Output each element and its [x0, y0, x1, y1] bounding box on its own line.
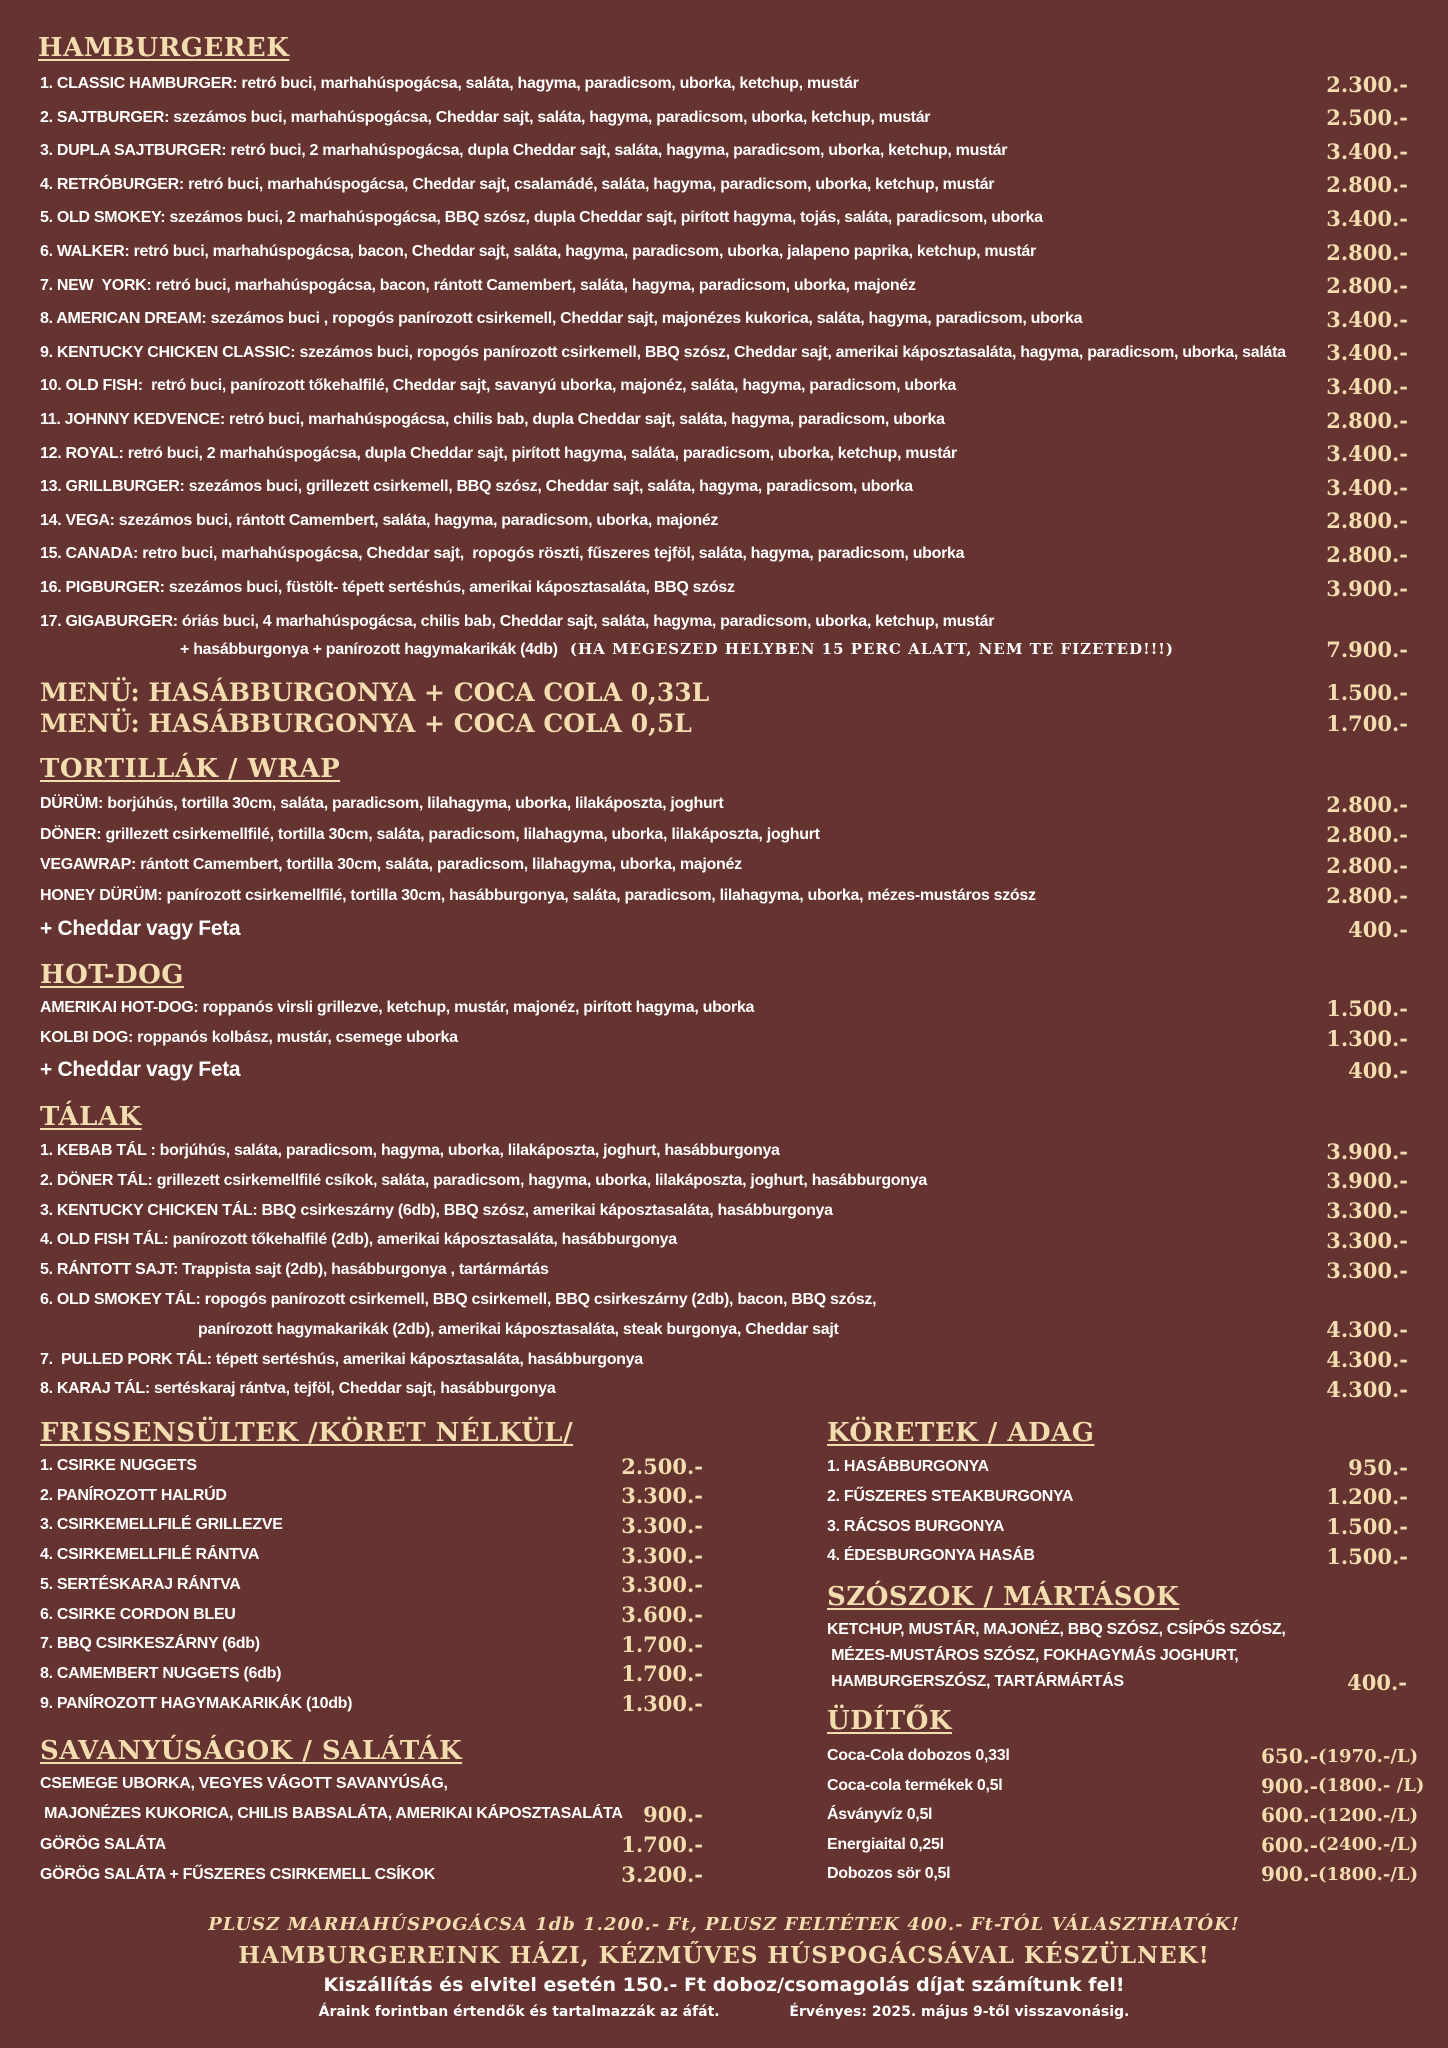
- hamburger-item-desc: 5. OLD SMOKEY: szezámos buci, 2 marhahúspogácsa, BBQ szósz, dupla Cheddar sajt, pirított hagyma, tojás, saláta, paradicsom, uborka: [40, 209, 1043, 227]
- hamburger-item-price: 3.400.-: [1326, 306, 1408, 332]
- tortilla-item-desc: DÜRÜM: borjúhús, tortilla 30cm, saláta, paradicsom, lilahagyma, uborka, lilakáposzta, joghurt: [40, 795, 724, 812]
- fried-item-row: [40, 1451, 703, 1481]
- tal-item-price: 3.900.-: [1326, 1138, 1408, 1164]
- hamburger-item-price: 2.800.-: [1326, 508, 1408, 534]
- tal-item-desc: 3. KENTUCKY CHICKEN TÁL: BBQ csirkeszárny (6db), BBQ szósz, amerikai káposztasaláta, hasábburgonya: [40, 1201, 833, 1219]
- tortilla-item-price: 2.800.-: [1326, 791, 1408, 817]
- hamburger-item-row: [40, 472, 1408, 502]
- tal-item-price: 4.300.-: [1326, 1317, 1408, 1343]
- hamburger-item-row: [40, 539, 1408, 569]
- section-title-hamburgerek: HAMBURGEREK: [38, 33, 290, 63]
- tal-item-price: 3.300.-: [1326, 1257, 1408, 1283]
- hamburger-item-desc: 3. DUPLA SAJTBURGER: retró buci, 2 marhahúspogácsa, dupla Cheddar sajt, saláta, hagyma, paradicsom, uborka, ketchup, mustár: [40, 142, 1008, 160]
- section-title-hotdog: HOT-DOG: [40, 960, 184, 990]
- tal-item-price: 4.300.-: [1326, 1376, 1408, 1402]
- hamburger-item-desc: 11. JOHNNY KEDVENCE: retró buci, marhahúspogácsa, chilis bab, dupla Cheddar sajt, saláta, hagyma, paradicsom, uborka: [40, 411, 945, 428]
- hamburger-item-price: 3.400.-: [1326, 373, 1408, 399]
- hamburger-item-price: 3.400.-: [1326, 205, 1408, 231]
- hamburger-item-desc: 6. WALKER: retró buci, marhahúspogácsa, bacon, Cheddar sajt, saláta, hagyma, paradicsom, uborka, jalapeno paprika, ketchup, mustár: [40, 243, 1036, 260]
- hamburger-item-row: [40, 203, 1408, 233]
- hamburger-item-desc: 1. CLASSIC HAMBURGER: retró buci, marhahúspogácsa, saláta, hagyma, paradicsom, uborka, ketchup, mustár: [40, 75, 859, 92]
- hamburger-item-desc: 12. ROYAL: retró buci, 2 marhahúspogácsa, dupla Cheddar sajt, pirított hagyma, saláta, paradicsom, uborka, ketchup, mustár: [40, 444, 957, 462]
- fried-item-price: 1.700.-: [621, 1661, 703, 1687]
- tal-item-row: [40, 1225, 1408, 1255]
- section-title-szoszok: SZÓSZOK / MÁRTÁSOK: [827, 1582, 1180, 1612]
- side-item-price: 950.-: [1348, 1454, 1408, 1480]
- hamburger-item-row: [40, 69, 1408, 99]
- drink-item-row: [827, 1859, 1419, 1889]
- fried-item-row: [40, 1600, 703, 1630]
- drink-item-desc: Ásványvíz 0,5l: [827, 1806, 933, 1823]
- hamburger-item-row: [40, 405, 1408, 435]
- fried-item-price: 3.300.-: [621, 1542, 703, 1568]
- tal-item-desc: 5. RÁNTOTT SAJT: Trappista sajt (2db), hasábburgonya , tartármártás: [40, 1261, 549, 1279]
- fried-item-desc: 3. CSIRKEMELLFILÉ GRILLEZVE: [40, 1516, 283, 1534]
- fried-item-row: [40, 1540, 703, 1570]
- sauce-line-1-text: KETCHUP, MUSTÁR, MAJONÉZ, BBQ SZÓSZ, CSÍPŐS SZÓSZ,: [827, 1621, 1286, 1638]
- hamburger-item-desc: 4. RETRÓBURGER: retró buci, marhahúspogácsa, Cheddar sajt, csalamádé, saláta, hagyma, paradicsom, uborka, ketchup, mustár: [40, 175, 995, 193]
- hamburger-item-price: 2.800.-: [1326, 273, 1408, 299]
- footer-homemade-note: HAMBURGEREINK HÁZI, KÉZMŰVES HÚSPOGÁCSÁVAL KÉSZÜLNEK!: [238, 1942, 1210, 1969]
- hotdog-item-price: 1.500.-: [1326, 995, 1408, 1021]
- hamburger-item-price: 2.500.-: [1326, 105, 1408, 131]
- salad-item-row: [40, 1860, 703, 1890]
- fried-item-row: [40, 1659, 703, 1689]
- hamburger-item-price: 3.900.-: [1326, 575, 1408, 601]
- tal-item-price: 3.900.-: [1326, 1168, 1408, 1194]
- drink-item-row: [827, 1741, 1419, 1771]
- side-item-row: [827, 1482, 1408, 1512]
- drink-item-unit-price: (1970.-/L): [1318, 1745, 1419, 1767]
- salad-item-row: [40, 1769, 703, 1799]
- fried-item-desc: 6. CSIRKE CORDON BLEU: [40, 1605, 236, 1623]
- tal-item-row: [40, 1285, 1408, 1315]
- hamburger-item-price: 2.800.-: [1326, 172, 1408, 198]
- tortilla-item-price: 2.800.-: [1326, 852, 1408, 878]
- menu-item-row: [40, 707, 1408, 739]
- sauce-line-2: [827, 1643, 1407, 1669]
- side-item-desc: 2. FŰSZERES STEAKBURGONYA: [827, 1487, 1074, 1505]
- drink-item-desc: Coca-Cola dobozos 0,33l: [827, 1747, 1010, 1764]
- tortilla-extra-row: [40, 914, 1408, 944]
- hamburger-item-price: 2.800.-: [1326, 239, 1408, 265]
- hotdog-item-desc: KOLBI DOG: roppanós kolbász, mustár, csemege uborka: [40, 1029, 458, 1046]
- section-title-uditok: ÜDÍTŐK: [827, 1706, 952, 1736]
- tal-item-desc: 8. KARAJ TÁL: sertéskaraj rántva, tejföl, Cheddar sajt, hasábburgonya: [40, 1380, 556, 1398]
- hamburger-item-desc: 13. GRILLBURGER: szezámos buci, grillezett csirkemell, BBQ szósz, Cheddar sajt, saláta, hagyma, paradicsom, uborka: [40, 478, 913, 496]
- menu-item-price: 1.500.-: [1326, 679, 1408, 705]
- drink-item-desc: Energiaital 0,25l: [827, 1835, 944, 1853]
- menu-item-desc: MENÜ: HASÁBBURGONYA + COCA COLA 0,5L: [40, 708, 692, 738]
- tal-item-price: 3.300.-: [1326, 1227, 1408, 1253]
- side-item-row: [827, 1452, 1408, 1482]
- tortilla-item-desc: VEGAWRAP: rántott Camembert, tortilla 30cm, saláta, paradicsom, lilahagyma, uborka, majonéz: [40, 856, 742, 873]
- hamburger-item-desc: 2. SAJTBURGER: szezámos buci, marhahúspogácsa, Cheddar sajt, saláta, hagyma, paradicsom, uborka, ketchup, mustár: [40, 108, 931, 126]
- side-item-price: 1.200.-: [1326, 1484, 1408, 1510]
- hamburger-item-price: 2.800.-: [1326, 541, 1408, 567]
- fried-item-desc: 7. BBQ CSIRKESZÁRNY (6db): [40, 1635, 260, 1653]
- hamburger-item-desc: 10. OLD FISH: retró buci, panírozott tőkehalfilé, Cheddar sajt, savanyú uborka, majonéz, saláta, hagyma, paradicsom, uborka: [40, 377, 956, 395]
- tal-item-row: [40, 1255, 1408, 1285]
- hamburger-item-row: [40, 607, 1408, 637]
- hamburger-item-price: 2.300.-: [1326, 71, 1408, 97]
- tal-item-desc: 2. DÖNER TÁL: grillezett csirkemellfilé csíkok, saláta, paradicsom, hagyma, uborka, lilakáposzta, joghurt, hasábburgonya: [40, 1171, 927, 1189]
- fried-item-price: 3.300.-: [621, 1512, 703, 1538]
- drink-item-price: 900.-: [1260, 1862, 1318, 1886]
- giga-extra-text: + hasábburgonya + panírozott hagymakarikák (4db): [180, 640, 558, 658]
- hotdog-item-desc: AMERIKAI HOT-DOG: roppanós virsli grillezve, ketchup, mustár, majonéz, pirított hagyma, uborka: [40, 999, 755, 1016]
- hamburger-item-row: [40, 338, 1408, 368]
- hamburger-item-desc: 16. PIGBURGER: szezámos buci, füstölt- tépett sertéshús, amerikai káposztasaláta, BBQ szósz: [40, 579, 735, 596]
- fried-item-price: 1.300.-: [621, 1691, 703, 1717]
- hamburger-item-row: [40, 103, 1408, 133]
- menu-item-desc: MENÜ: HASÁBBURGONYA + COCA COLA 0,33L: [40, 677, 710, 707]
- fried-item-price: 1.700.-: [621, 1631, 703, 1657]
- salad-item-desc: MAJONÉZES KUKORICA, CHILIS BABSALÁTA, AMERIKAI KÁPOSZTASALÁTA: [40, 1805, 623, 1823]
- hamburger-item-desc: 7. NEW YORK: retró buci, marhahúspogácsa, bacon, rántott Camembert, saláta, hagyma, paradicsom, uborka, majonéz: [40, 276, 916, 294]
- drink-item-desc: Coca-cola termékek 0,5l: [827, 1776, 1003, 1794]
- tal-item-price: 3.300.-: [1326, 1198, 1408, 1224]
- drink-item-row: [827, 1800, 1419, 1830]
- tortilla-item-row: [40, 881, 1408, 911]
- salad-item-price: 1.700.-: [621, 1832, 703, 1858]
- fried-item-price: 3.300.-: [621, 1572, 703, 1598]
- hamburger-item-price: 3.400.-: [1326, 441, 1408, 467]
- hamburger-item-price: 2.800.-: [1326, 407, 1408, 433]
- menu-item-row: [40, 676, 1408, 708]
- sauce-line-3-text: HAMBURGERSZÓSZ, TARTÁRMÁRTÁS: [827, 1673, 1124, 1690]
- sauce-line-2-text: MÉZES-MUSTÁROS SZÓSZ, FOKHAGYMÁS JOGHURT,: [827, 1647, 1239, 1664]
- footer-validity-note: Érvényes: 2025. május 9-től visszavonásig.: [789, 2004, 1130, 2020]
- hotdog-item-price: 1.300.-: [1326, 1025, 1408, 1051]
- drink-item-row: [827, 1830, 1419, 1860]
- giga-extra-row: [180, 634, 1408, 664]
- side-item-desc: 1. HASÁBBURGONYA: [827, 1458, 989, 1475]
- hamburger-item-row: [40, 271, 1408, 301]
- side-item-price: 1.500.-: [1326, 1514, 1408, 1540]
- salad-item-desc: GÖRÖG SALÁTA: [40, 1835, 166, 1853]
- salad-item-row: [40, 1799, 703, 1829]
- fried-item-desc: 2. PANÍROZOTT HALRÚD: [40, 1486, 227, 1504]
- hamburger-item-desc: 14. VEGA: szezámos buci, rántott Camembert, saláta, hagyma, paradicsom, uborka, majonéz: [40, 511, 719, 529]
- side-item-desc: 4. ÉDESBURGONYA HASÁB: [827, 1547, 1035, 1565]
- hamburger-item-row: [40, 506, 1408, 536]
- hamburger-item-desc: 8. AMERICAN DREAM: szezámos buci , ropogós panírozott csirkemell, Cheddar sajt, majonézes kukorica, saláta, hagyma, paradicsom, uborka: [40, 310, 1083, 328]
- tal-item-row: [40, 1374, 1408, 1404]
- tortilla-item-price: 2.800.-: [1326, 822, 1408, 847]
- footer-extras-note: PLUSZ MARHAHÚSPOGÁCSA 1db 1.200.- Ft, PLUSZ FELTÉTEK 400.- Ft-TÓL VÁLASZTHATÓK!: [208, 1914, 1240, 1935]
- hotdog-extra-price: 400.-: [1348, 1057, 1408, 1083]
- salad-item-price: 900.-: [643, 1801, 703, 1827]
- salad-item-row: [40, 1830, 703, 1860]
- tortilla-extra-price: 400.-: [1348, 916, 1408, 942]
- sauce-line-3: [827, 1669, 1407, 1695]
- tal-item-desc: 7. PULLED PORK TÁL: tépett sertéshús, amerikai káposztasaláta, hasábburgonya: [40, 1350, 643, 1368]
- sauce-line-1: [827, 1617, 1407, 1643]
- section-title-frissensultek: FRISSENSÜLTEK /KÖRET NÉLKÜL/: [40, 1418, 574, 1448]
- fried-item-price: 3.600.-: [621, 1602, 703, 1627]
- tal-item-row: [40, 1136, 1408, 1166]
- fried-item-price: 3.300.-: [621, 1483, 703, 1509]
- drink-item-unit-price: (1800.-/L): [1318, 1863, 1419, 1885]
- drink-item-price: 600.-: [1260, 1803, 1318, 1827]
- tal-item-row: [40, 1196, 1408, 1226]
- footer-vat-note: Áraink forintban értendők és tartalmazzák az áfát.: [318, 2004, 720, 2020]
- drink-item-unit-price: (2400.-/L): [1318, 1834, 1419, 1855]
- hamburger-item-row: [40, 371, 1408, 401]
- fried-item-row: [40, 1629, 703, 1659]
- fried-item-price: 2.500.-: [621, 1453, 703, 1479]
- tortilla-item-price: 2.800.-: [1326, 883, 1408, 908]
- hamburger-item-row: [40, 439, 1408, 469]
- fried-item-row: [40, 1689, 703, 1719]
- tortilla-item-row: [40, 789, 1408, 819]
- side-item-price: 1.500.-: [1326, 1543, 1408, 1569]
- side-item-row: [827, 1541, 1408, 1571]
- fried-item-desc: 9. PANÍROZOTT HAGYMAKARIKÁK (10db): [40, 1694, 353, 1712]
- hamburger-item-desc: 9. KENTUCKY CHICKEN CLASSIC: szezámos buci, ropogós panírozott csirkemell, BBQ szósz, Cheddar sajt, amerikai káposztasaláta, hagyma, paradicsom, uborka, saláta: [40, 343, 1286, 361]
- hamburger-item-desc: 17. GIGABURGER: óriás buci, 4 marhahúspogácsa, chilis bab, Cheddar sajt, saláta, hagyma, paradicsom, uborka, ketchup, mustár: [40, 612, 995, 630]
- hamburger-item-price: 3.400.-: [1326, 340, 1408, 366]
- drink-item-price: 650.-: [1260, 1744, 1318, 1768]
- hamburger-item-price: 3.400.-: [1326, 138, 1408, 164]
- tortilla-item-desc: HONEY DÜRÜM: panírozott csirkemellfilé, tortilla 30cm, hasábburgonya, saláta, paradicsom, lilahagyma, uborka, mézes-mustáros szósz: [40, 886, 1036, 904]
- tortilla-item-row: [40, 820, 1408, 850]
- fried-item-row: [40, 1510, 703, 1540]
- hamburger-item-row: [40, 237, 1408, 267]
- giga-price: 7.900.-: [1326, 636, 1408, 662]
- section-title-talak: TÁLAK: [40, 1102, 142, 1132]
- fried-item-row: [40, 1570, 703, 1600]
- hamburger-item-row: [40, 573, 1408, 603]
- drink-item-price: 900.-: [1260, 1773, 1318, 1798]
- sauce-price: 400.-: [1347, 1669, 1407, 1695]
- hotdog-item-row: [40, 993, 1408, 1023]
- tal-item-desc: 4. OLD FISH TÁL: panírozott tőkehalfilé (2db), amerikai káposztasaláta, hasábburgonya: [40, 1231, 677, 1249]
- drink-item-unit-price: (1200.-/L): [1318, 1804, 1419, 1826]
- fried-item-row: [40, 1481, 703, 1511]
- hotdog-extra-row: [40, 1055, 1408, 1085]
- tal-item-row: [198, 1315, 1408, 1345]
- tal-item-row: [40, 1166, 1408, 1196]
- hotdog-extra-desc: + Cheddar vagy Feta: [40, 1058, 241, 1081]
- salad-item-desc: CSEMEGE UBORKA, VEGYES VÁGOTT SAVANYÚSÁG,: [40, 1775, 448, 1792]
- tal-item-desc: 6. OLD SMOKEY TÁL: ropogós panírozott csirkemell, BBQ csirkemell, BBQ csirkeszárny (2db), bacon, BBQ szósz,: [40, 1291, 877, 1308]
- tortilla-item-row: [40, 850, 1408, 880]
- hamburger-item-row: [40, 304, 1408, 334]
- salad-item-desc: GÖRÖG SALÁTA + FŰSZERES CSIRKEMELL CSÍKOK: [40, 1865, 435, 1883]
- drink-item-row: [827, 1771, 1425, 1801]
- tortilla-extra-desc: + Cheddar vagy Feta: [40, 917, 241, 940]
- hamburger-item-price: 3.400.-: [1326, 474, 1408, 500]
- tal-item-price: 4.300.-: [1326, 1347, 1408, 1373]
- tal-item-desc: panírozott hagymakarikák (2db), amerikai káposztasaláta, steak burgonya, Cheddar sajt: [198, 1320, 839, 1338]
- side-item-desc: 3. RÁCSOS BURGONYA: [827, 1517, 1005, 1535]
- fried-item-desc: 4. CSIRKEMELLFILÉ RÁNTVA: [40, 1546, 260, 1564]
- section-title-tortillak: TORTILLÁK / WRAP: [40, 754, 341, 784]
- fried-item-desc: 8. CAMEMBERT NUGGETS (6db): [40, 1664, 282, 1682]
- footer-legal-row: [0, 2004, 1448, 2020]
- drink-item-desc: Dobozos sör 0,5l: [827, 1865, 951, 1882]
- drink-item-unit-price: (1800.- /L): [1318, 1775, 1425, 1796]
- drink-item-price: 600.-: [1260, 1832, 1318, 1857]
- fried-item-desc: 5. SERTÉSKARAJ RÁNTVA: [40, 1575, 241, 1593]
- hamburger-item-desc: 15. CANADA: retro buci, marhahúspogácsa, Cheddar sajt, ropogós röszti, fűszeres tejföl, saláta, hagyma, paradicsom, uborka: [40, 545, 965, 563]
- hamburger-item-row: [40, 170, 1408, 200]
- tal-item-desc: 1. KEBAB TÁL : borjúhús, saláta, paradicsom, hagyma, uborka, lilakáposzta, joghurt, hasábburgonya: [40, 1142, 780, 1159]
- footer-packaging-note: Kiszállítás és elvitel esetén 150.- Ft doboz/csomagolás díjat számítunk fel!: [323, 1974, 1125, 1996]
- salad-item-price: 3.200.-: [621, 1862, 703, 1888]
- tal-item-row: [40, 1345, 1408, 1375]
- section-title-savanyusagok: SAVANYÚSÁGOK / SALÁTÁK: [40, 1736, 463, 1766]
- hamburger-item-row: [40, 136, 1408, 166]
- section-title-koretek: KÖRETEK / ADAG: [827, 1418, 1095, 1448]
- side-item-row: [827, 1512, 1408, 1542]
- tortilla-item-desc: DÖNER: grillezett csirkemellfilé, tortilla 30cm, saláta, paradicsom, lilahagyma, uborka, lilakáposzta, joghurt: [40, 825, 820, 843]
- fried-item-desc: 1. CSIRKE NUGGETS: [40, 1457, 197, 1474]
- menu-item-price: 1.700.-: [1326, 710, 1408, 736]
- giga-challenge-text: (HA MEGESZED HELYBEN 15 PERC ALATT, NEM TE FIZETED!!!): [569, 639, 1174, 658]
- hotdog-item-row: [40, 1023, 1408, 1053]
